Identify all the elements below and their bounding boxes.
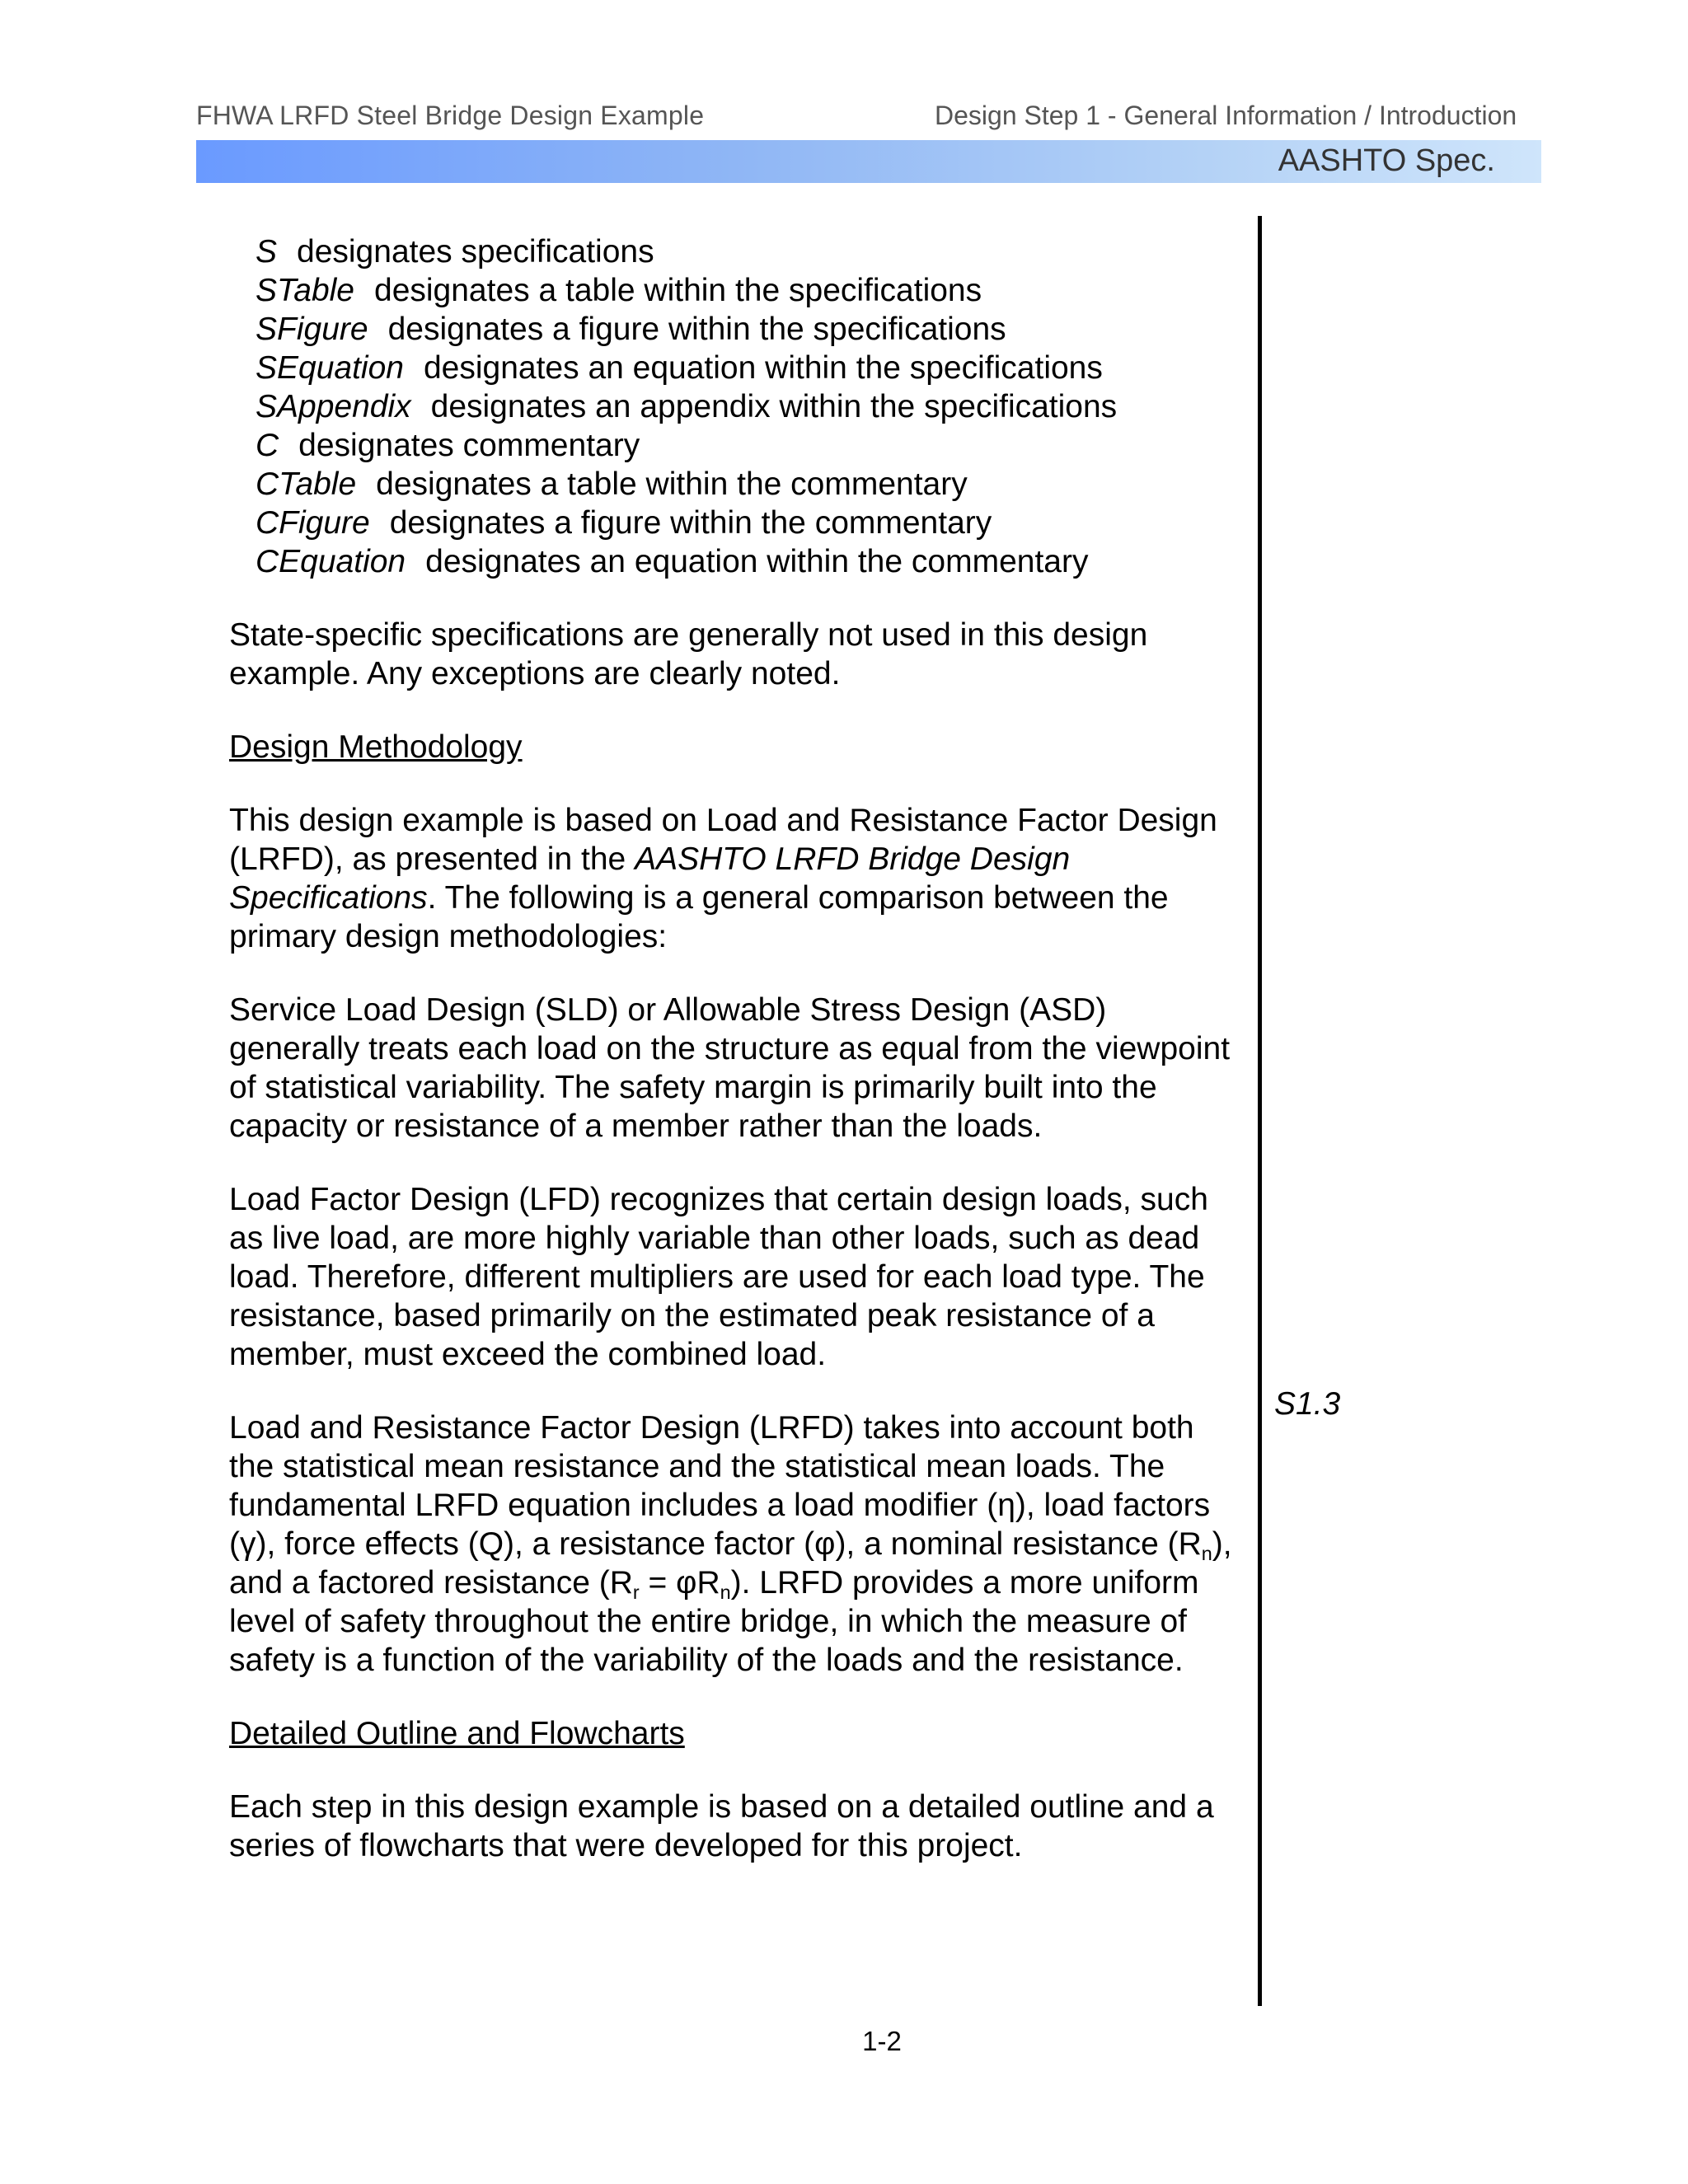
abbreviation-item (256, 542, 1243, 581)
methodology-intro-paragraph (229, 801, 1243, 956)
abbreviation-desc: designates a table within the commentary (376, 466, 968, 502)
aashto-spec-title: AASHTO LRFD Bridge Design Specifications (229, 841, 1071, 916)
abbreviation-item (256, 387, 1243, 426)
lrfd-text-2: ), and a factored resistance (R (229, 1526, 1232, 1601)
abbreviation-item (256, 426, 1243, 465)
subscript-n: n (720, 1582, 731, 1604)
spec-reference-s1-3: S1.3 (1274, 1386, 1341, 1422)
detailed-outline-heading: Detailed Outline and Flowcharts (229, 1716, 685, 1751)
abbreviation-desc: designates a figure within the specifications (387, 312, 1006, 347)
abbreviation-desc: designates a figure within the commentary (389, 505, 992, 541)
intro-text-before: This design example is based on Load and Resistance Factor Design (LRFD), as presented in the (229, 803, 1217, 877)
abbreviation-code: CFigure (256, 505, 370, 541)
abbreviation-desc: designates specifications (297, 234, 654, 269)
intro-text-after: . The following is a general comparison between the primary design methodologies: (229, 880, 1169, 954)
abbreviation-desc: designates an appendix within the specifications (430, 389, 1118, 424)
lrfd-text-1: Load and Resistance Factor Design (LRFD) takes into account both the statistical mean resistance and the statistical mean loads. The fundamental LRFD equation includes a load modifier (η), load factors (γ), force effects (Q), a resistance factor (φ), a nominal resistance (R (229, 1410, 1211, 1562)
detailed-outline-paragraph: Each step in this design example is based on a detailed outline and a series of flowcharts that were developed for this project. (229, 1789, 1214, 1863)
abbreviation-code: S (256, 234, 278, 269)
abbreviation-item (256, 271, 1243, 310)
abbreviation-code: STable (256, 273, 354, 308)
state-specific-paragraph: State-specific specifications are generally not used in this design example. Any exceptions are clearly noted. (229, 617, 1148, 691)
abbreviation-item (256, 310, 1243, 349)
header-design-step: Design Step 1 - General Information / Introduction (935, 101, 1517, 130)
subscript-r: r (632, 1582, 640, 1604)
abbreviation-code: CTable (256, 466, 357, 502)
abbreviation-code: C (256, 428, 279, 463)
aashto-spec-label: AASHTO Spec. (1278, 143, 1495, 178)
abbreviation-desc: designates a table within the specifications (374, 273, 982, 308)
lfd-paragraph: Load Factor Design (LFD) recognizes that certain design loads, such as live load, are more highly variable than other loads, such as dead load. Therefore, different multipliers are used for each load type. The resistance, based primarily on the estimated peak resistance of a member, must exceed the combined load. (229, 1182, 1208, 1372)
abbreviation-desc: designates an equation within the commentary (425, 544, 1089, 579)
sld-paragraph: Service Load Design (SLD) or Allowable Stress Design (ASD) generally treats each load on the structure as equal from the viewpoint of statistical variability. The safety margin is primarily built into the capacity or resistance of a member rather than the loads. (229, 992, 1231, 1144)
abbreviation-code: CEquation (256, 544, 406, 579)
lrfd-text-3: = φR (639, 1565, 720, 1601)
page-number: 1-2 (862, 2026, 902, 2056)
margin-divider (1258, 216, 1262, 2006)
abbreviation-item (256, 504, 1243, 542)
design-methodology-heading: Design Methodology (229, 729, 523, 765)
lrfd-paragraph (229, 1408, 1243, 1680)
subscript-n: n (1201, 1543, 1212, 1565)
abbreviation-code: SEquation (256, 350, 404, 386)
abbreviation-code: SAppendix (256, 389, 411, 424)
abbreviation-item (256, 349, 1243, 387)
header-document-title: FHWA LRFD Steel Bridge Design Example (196, 101, 705, 130)
abbreviation-item (256, 232, 1243, 271)
header-band (196, 140, 1541, 183)
abbreviation-desc: designates commentary (298, 428, 640, 463)
main-content (229, 232, 1243, 1865)
abbreviation-desc: designates an equation within the specifications (423, 350, 1103, 386)
abbreviation-item (256, 465, 1243, 504)
abbreviation-list (256, 232, 1243, 581)
abbreviation-code: SFigure (256, 312, 368, 347)
lrfd-text-4: ). LRFD provides a more uniform level of safety throughout the entire bridge, in which the measure of safety is a function of the variability of the loads and the resistance. (229, 1565, 1199, 1678)
